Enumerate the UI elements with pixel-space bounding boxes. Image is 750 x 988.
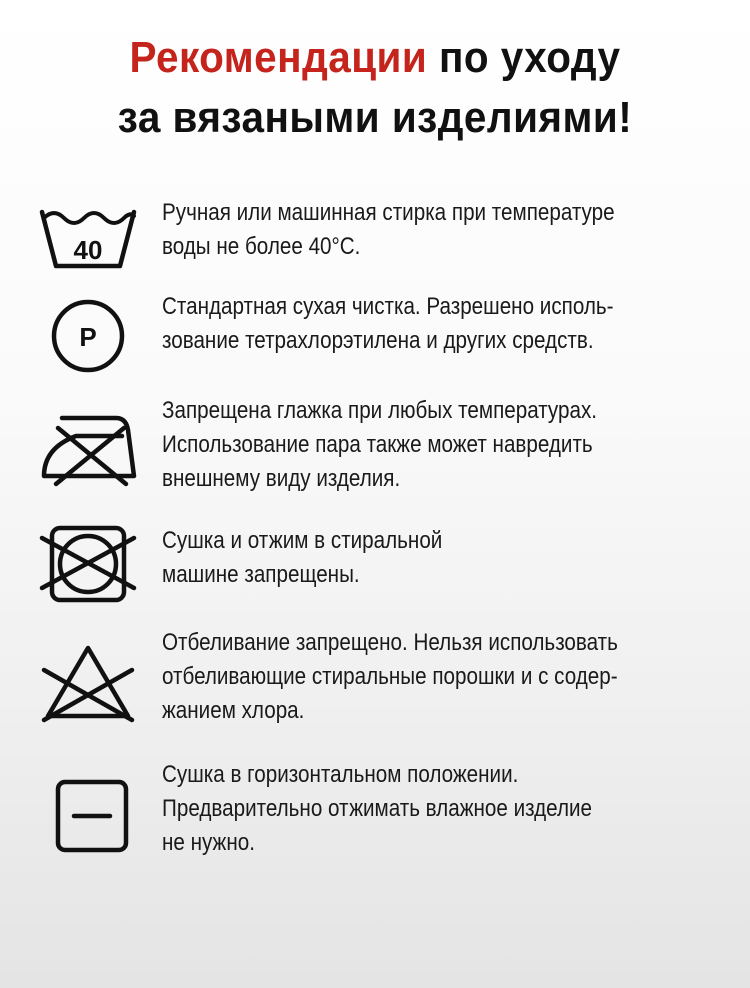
care-text-line: Использование пара также может навредить — [162, 431, 593, 458]
no-bleach-icon — [36, 632, 140, 732]
wash-temp-label: 40 — [73, 235, 103, 265]
wash-40-icon — [36, 194, 140, 294]
dry-clean-letter: P — [79, 322, 97, 352]
no-tumble-dry-icon — [36, 516, 140, 616]
care-text-line: воды не более 40°С. — [162, 233, 361, 260]
care-text — [162, 196, 644, 264]
care-text-line: Запрещена глажка при любых температурах. — [162, 397, 598, 424]
title-accent: Рекомендации — [129, 33, 428, 82]
dry-flat-icon — [36, 766, 140, 866]
care-text-line: Ручная или машинная стирка при температуре — [162, 199, 615, 226]
title-rest: по уходу — [438, 33, 621, 82]
care-text-line: Отбеливание запрещено. Нельзя использовать — [162, 629, 618, 656]
no-iron-icon — [36, 394, 140, 494]
care-text-line: не нужно. — [162, 829, 255, 856]
care-text — [162, 626, 644, 728]
care-text — [162, 524, 644, 592]
care-text-line: внешнему виду изделия. — [162, 465, 401, 492]
care-text-line: машине запрещены. — [162, 561, 360, 588]
care-text-line: отбеливающие стиральные порошки и с содер- — [162, 663, 618, 690]
care-text — [162, 290, 644, 358]
care-text — [162, 758, 644, 860]
care-text-line: Сушка в горизонтальном положении. — [162, 761, 519, 788]
title-line-2: за вязаными изделиями! — [117, 93, 633, 142]
care-text-line: зование тетрахлорэтилена и других средств. — [162, 327, 594, 354]
dry-clean-p-icon — [36, 286, 140, 386]
care-text-line: Сушка и отжим в стиральной — [162, 527, 443, 554]
care-text-line: жанием хлора. — [162, 697, 305, 724]
care-text — [162, 394, 644, 496]
care-text-line: Предварительно отжимать влажное изделие — [162, 795, 593, 822]
page-title — [30, 28, 720, 148]
title-line-1 — [30, 28, 720, 88]
care-text-line: Стандартная сухая чистка. Разрешено исполь- — [162, 293, 614, 320]
